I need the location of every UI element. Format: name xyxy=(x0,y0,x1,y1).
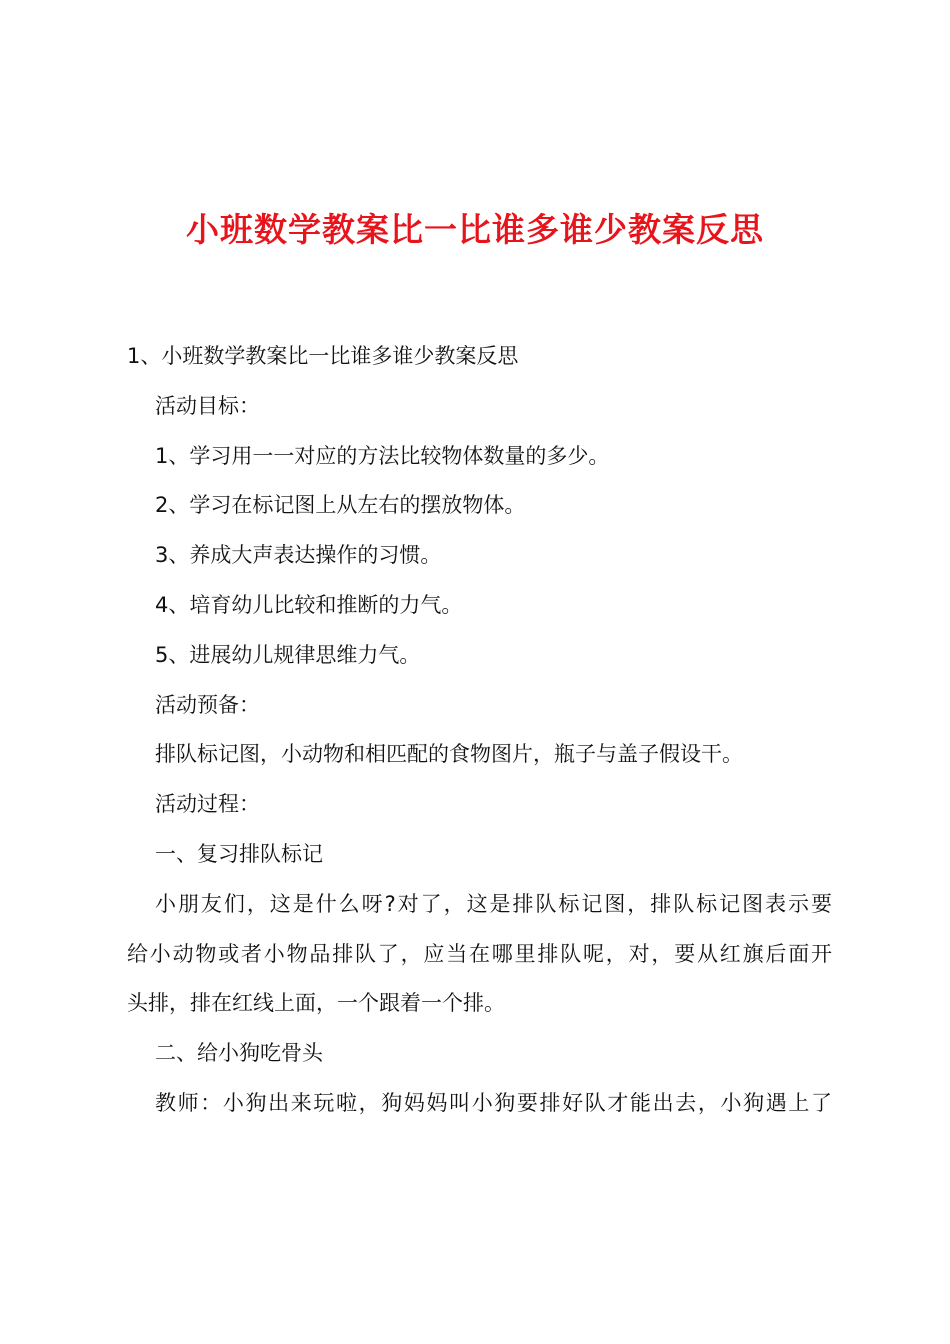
heading-line: 1、小班数学教案比一比谁多谁少教案反思 xyxy=(127,344,519,368)
step-heading: 二、给小狗吃骨头 xyxy=(155,1041,323,1065)
paragraph-line: 给小动物或者小物品排队了，应当在哪里排队呢，对，要从红旗后面开 xyxy=(127,942,832,966)
goal-item: 5、进展幼儿规律思维力气。 xyxy=(155,643,421,667)
document-title: 小班数学教案比一比谁多谁少教案反思 xyxy=(186,210,764,249)
goal-item: 3、养成大声表达操作的习惯。 xyxy=(155,543,442,567)
paragraph-line: 小朋友们，这是什么呀?对了，这是排队标记图，排队标记图表示要 xyxy=(155,892,832,916)
paragraph-line: 排队标记图，小动物和相匹配的食物图片，瓶子与盖子假设干。 xyxy=(155,742,743,766)
section-label: 活动预备： xyxy=(155,693,260,717)
goal-item: 4、培育幼儿比较和推断的力气。 xyxy=(155,593,463,617)
section-label: 活动目标： xyxy=(155,394,260,418)
paragraph-line: 头排，排在红线上面，一个跟着一个排。 xyxy=(127,991,505,1015)
goal-item: 1、学习用一一对应的方法比较物体数量的多少。 xyxy=(155,444,610,468)
goal-item: 2、学习在标记图上从左右的摆放物体。 xyxy=(155,493,526,517)
section-label: 活动过程： xyxy=(155,792,260,816)
step-heading: 一、复习排队标记 xyxy=(155,842,323,866)
paragraph-line: 教师：小狗出来玩啦，狗妈妈叫小狗要排好队才能出去，小狗遇上了 xyxy=(155,1091,832,1115)
